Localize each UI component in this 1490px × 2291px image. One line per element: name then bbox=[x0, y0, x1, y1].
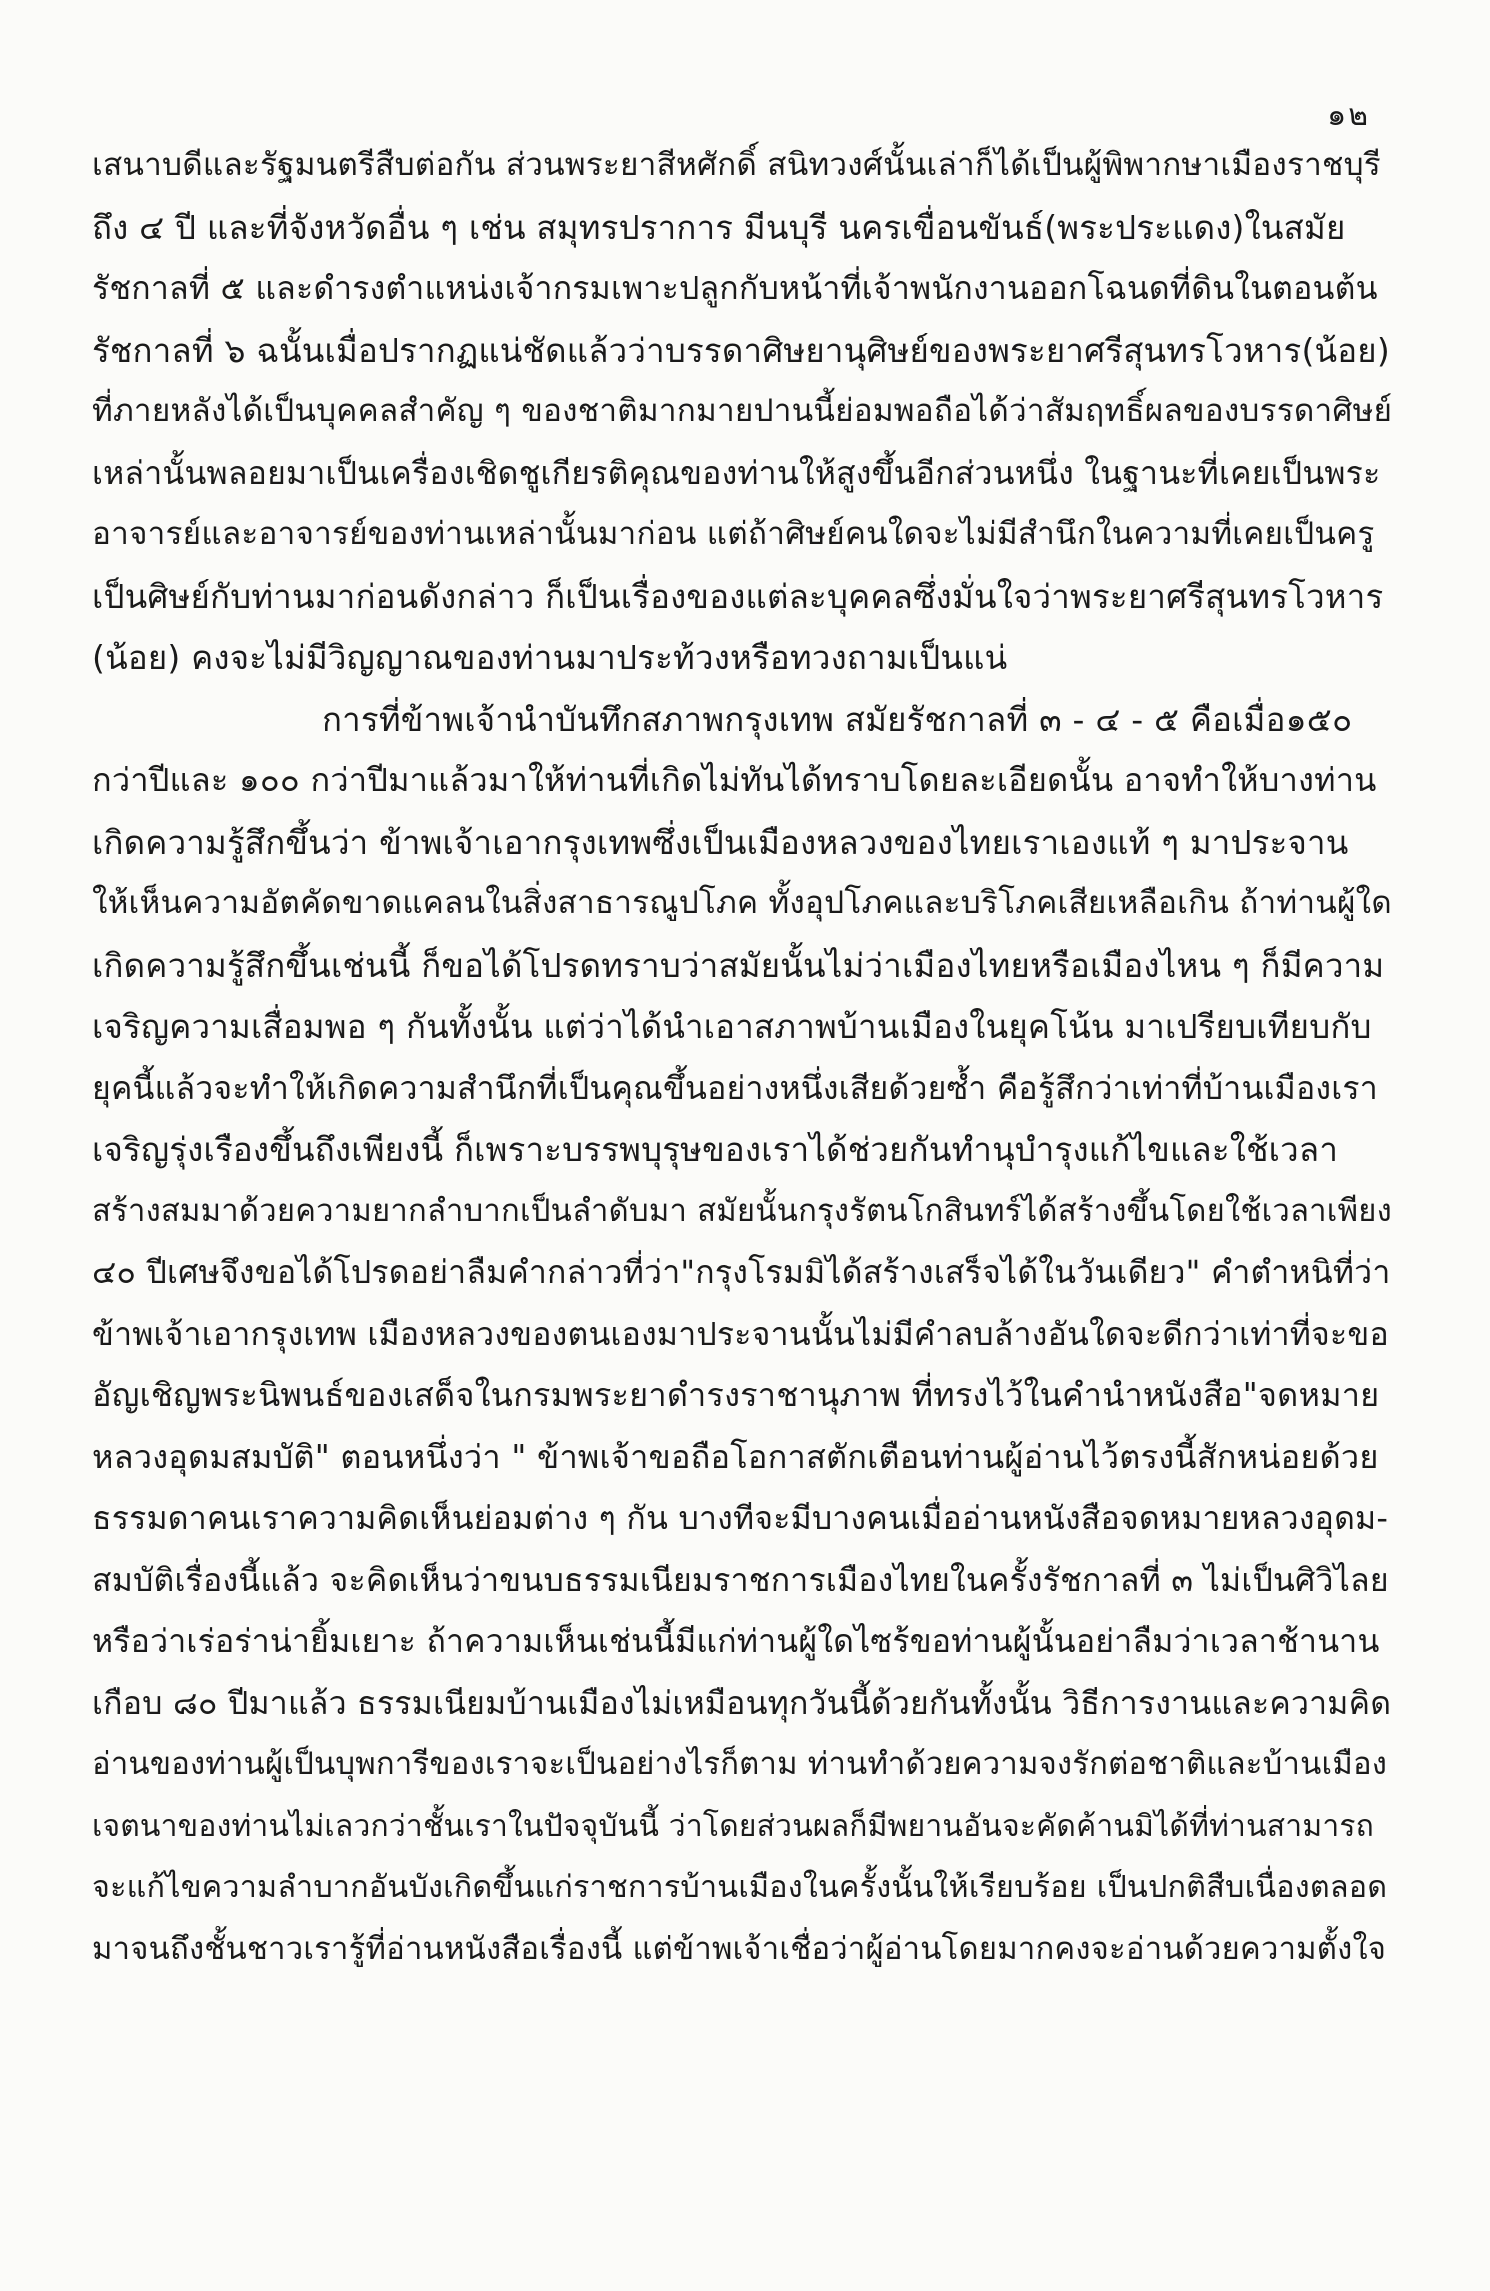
text-line: ให้เห็นความอัตคัดขาดแคลนในสิ่งสาธารณูปโภค ทั้งอุปโภคและบริโภคเสียเหลือเกิน ถ้าท่านผู้ใด bbox=[92, 885, 1392, 921]
text-line: หลวงอุดมสมบัติ" ตอนหนึ่งว่า " ข้าพเจ้าขอถือโอกาสตักเตือนท่านผู้อ่านไว้ตรงนี้สักหน่อยด้วย bbox=[92, 1437, 1379, 1476]
text-line: เสนาบดีและรัฐมนตรีสืบต่อกัน ส่วนพระยาสีหศักดิ์ สนิทวงศ์นั้นเล่าก็ได้เป็นผู้พิพากษาเมืองราชบุรี bbox=[92, 147, 1381, 183]
text-line: เจตนาของท่านไม่เลวกว่าชั้นเราในปัจจุบันนี้ ว่าโดยส่วนผลก็มีพยานอันจะคัดค้านมิได้ที่ท่านสามารถ bbox=[92, 1808, 1375, 1844]
text-line: เป็นศิษย์กับท่านมาก่อนดังกล่าว ก็เป็นเรื่องของแต่ละบุคคลซึ่งมั่นใจว่าพระยาศรีสุนทรโวหาร bbox=[92, 576, 1384, 616]
text-line: หรือว่าเร่อร่าน่ายิ้มเยาะ ถ้าความเห็นเช่นนี้มีแก่ท่านผู้ใดไซร้ขอท่านผู้นั้นอย่าลืมว่าเวลาช้านาน bbox=[92, 1622, 1380, 1660]
text-line: สมบัติเรื่องนี้แล้ว จะคิดเห็นว่าขนบธรรมเนียมราชการเมืองไทยในครั้งรัชกาลที่ ๓ ไม่เป็นศิวิไลย bbox=[92, 1560, 1389, 1599]
text-line: สร้างสมมาด้วยความยากลำบากเป็นลำดับมา สมัยนั้นกรุงรัตนโกสินทร์ได้สร้างขึ้นโดยใช้เวลาเพียง bbox=[92, 1192, 1392, 1229]
text-line: ข้าพเจ้าเอากรุงเทพ เมืองหลวงของตนเองมาประจานนั้นไม่มีคำลบล้างอันใดจะดีกว่าเท่าที่จะขอ bbox=[92, 1314, 1389, 1353]
text-line: ๔๐ ปีเศษจึงขอได้โปรดอย่าลืมคำกล่าวที่ว่า"กรุงโรมมิได้สร้างเสร็จได้ในวันเดียว" คำตำหนิที่ว่า bbox=[92, 1253, 1391, 1291]
text-line: จะแก้ไขความลำบากอันบังเกิดขึ้นแก่ราชการบ้านเมืองในครั้งนั้นให้เรียบร้อย เป็นปกติสืบเนื่องตลอด bbox=[92, 1870, 1388, 1905]
text-line: เกิดความรู้สึกขึ้นว่า ข้าพเจ้าเอากรุงเทพซึ่งเป็นเมืองหลวงของไทยเราเองแท้ ๆ มาประจาน bbox=[92, 822, 1349, 862]
page-number: ๑๒ bbox=[1327, 98, 1370, 133]
text-line: อัญเชิญพระนิพนธ์ของเสด็จในกรมพระยาดำรงราชานุภาพ ที่ทรงไว้ในคำนำหนังสือ"จดหมาย bbox=[92, 1376, 1380, 1414]
text-line: ยุคนี้แล้วจะทำให้เกิดความสำนึกที่เป็นคุณขึ้นอย่างหนึ่งเสียด้วยซ้ำ คือรู้สึกว่าเท่าที่บ้านเมืองเรา bbox=[92, 1068, 1378, 1107]
text-line: ธรรมดาคนเราความคิดเห็นย่อมต่าง ๆ กัน บางทีจะมีบางคนเมื่ออ่านหนังสือจดหมายหลวงอุดม- bbox=[92, 1499, 1389, 1537]
text-line: อาจารย์และอาจารย์ของท่านเหล่านั้นมาก่อน แต่ถ้าศิษย์คนใดจะไม่มีสำนึกในความที่เคยเป็นครู bbox=[92, 516, 1375, 552]
text-line: เจริญความเสื่อมพอ ๆ กันทั้งนั้น แต่ว่าได้นำเอาสภาพบ้านเมืองในยุคโน้น มาเปรียบเทียบกับ bbox=[92, 1007, 1372, 1046]
text-line: เกือบ ๘๐ ปีมาแล้ว ธรรมเนียมบ้านเมืองไม่เหมือนทุกวันนี้ด้วยกันทั้งนั้น วิธีการงานและความคิด bbox=[92, 1683, 1392, 1722]
text-line: กว่าปีและ ๑๐๐ กว่าปีมาแล้วมาให้ท่านที่เกิดไม่ทันได้ทราบโดยละเอียดนั้น อาจทำให้บางท่าน bbox=[92, 761, 1377, 799]
text-line: เจริญรุ่งเรืองขึ้นถึงเพียงนี้ ก็เพราะบรรพบุรุษของเราได้ช่วยกันทำนุบำรุงแก้ไขและใช้เวลา bbox=[92, 1130, 1339, 1169]
text-line: รัชกาลที่ ๕ และดำรงตำแหน่งเจ้ากรมเพาะปลูกกับหน้าที่เจ้าพนักงานออกโฉนดที่ดินในตอนต้น bbox=[92, 269, 1378, 307]
text-line: การที่ข้าพเจ้านำบันทึกสภาพกรุงเทพ สมัยรัชกาลที่ ๓ - ๔ - ๕ คือเมื่อ๑๕๐ bbox=[322, 699, 1353, 739]
text-line: (น้อย) คงจะไม่มีวิญญาณของท่านมาประท้วงหรือทวงถามเป็นแน่ bbox=[92, 638, 1008, 677]
text-line: อ่านของท่านผู้เป็นบุพการีของเราจะเป็นอย่างไรก็ตาม ท่านทำด้วยความจงรักต่อชาติและบ้านเมือง bbox=[92, 1746, 1388, 1782]
text-line: ถึง ๔ ปี และที่จังหวัดอื่น ๆ เช่น สมุทรปราการ มีนบุรี นครเขื่อนขันธ์(พระประแดง)ในสมัย bbox=[92, 207, 1346, 247]
body-text bbox=[92, 135, 1392, 1980]
text-line: เหล่านั้นพลอยมาเป็นเครื่องเชิดชูเกียรติคุณของท่านให้สูงขึ้นอีกส่วนหนึ่ง ในฐานะที่เคยเป็นพระ bbox=[92, 453, 1381, 492]
text-line: มาจนถึงชั้นชาวเรารู้ที่อ่านหนังสือเรื่องนี้ แต่ข้าพเจ้าเชื่อว่าผู้อ่านโดยมากคงจะอ่านด้วยความตั้งใจ bbox=[92, 1930, 1387, 1967]
text-line: รัชกาลที่ ๖ ฉนั้นเมื่อปรากฏแน่ชัดแล้วว่าบรรดาศิษยานุศิษย์ของพระยาศรีสุนทรโวหาร(น้อย) bbox=[92, 330, 1390, 370]
text-line: ที่ภายหลังได้เป็นบุคคลสำคัญ ๆ ของชาติมากมายปานนี้ย่อมพอถือได้ว่าสัมฤทธิ์ผลของบรรดาศิษย์ bbox=[92, 393, 1392, 429]
text-line: เกิดความรู้สึกขึ้นเช่นนี้ ก็ขอได้โปรดทราบว่าสมัยนั้นไม่ว่าเมืองไทยหรือเมืองไหน ๆ ก็มีความ bbox=[92, 945, 1385, 985]
